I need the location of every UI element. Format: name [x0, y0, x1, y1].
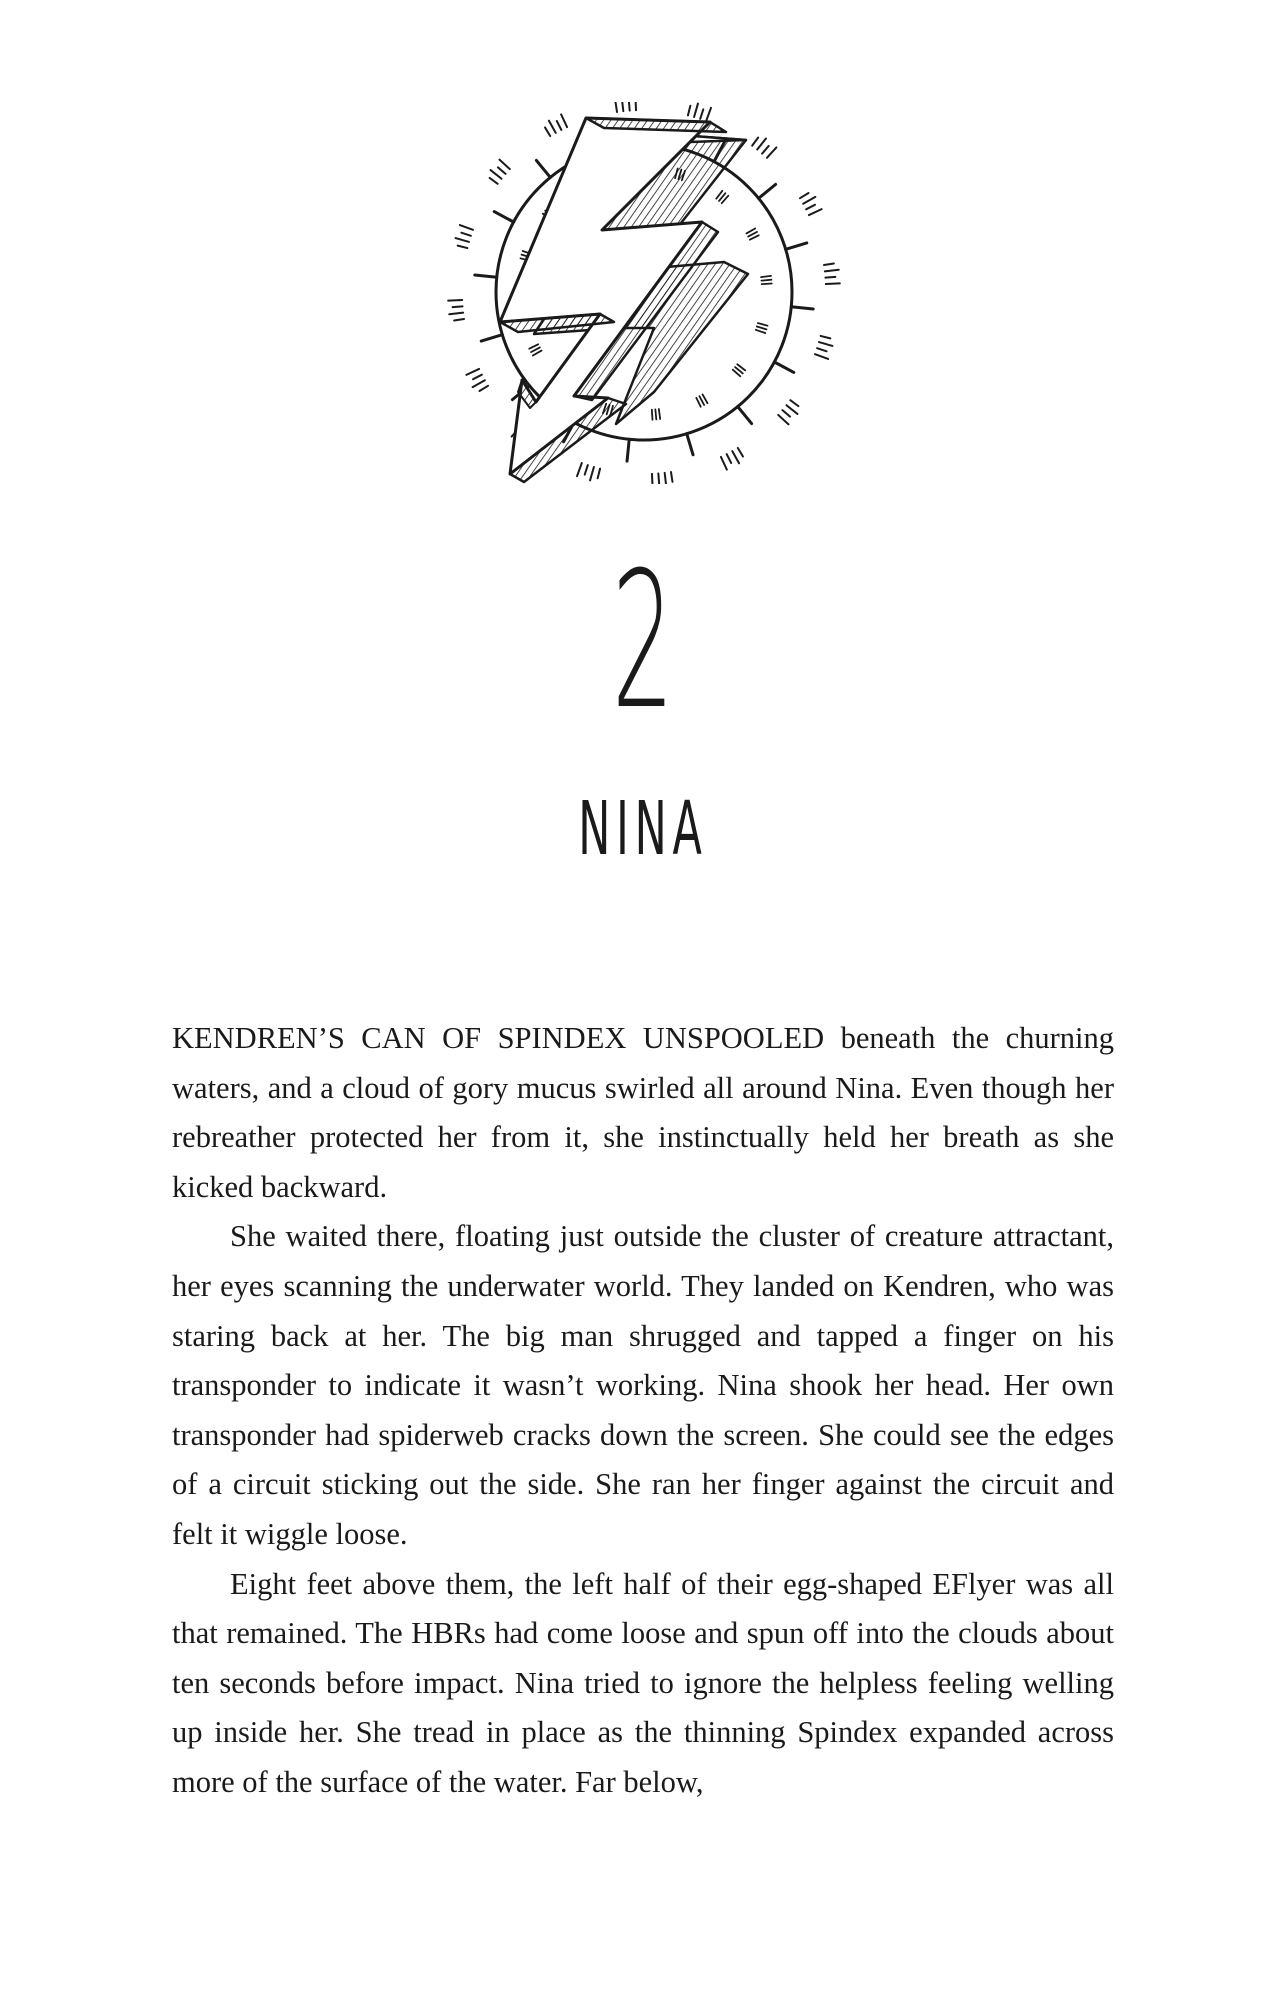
chapter-title: NINA: [578, 786, 708, 872]
chapter-number: 2: [611, 532, 675, 751]
body-text: [172, 1014, 1114, 1808]
paragraph-1: KENDREN’S CAN OF SPINDEX UNSPOOLED beneath the churning waters, and a cloud of gory mucus swirled all around Nina. Even though her rebreather protected her from it, she instinctually held her breath as she kicked backward.: [172, 1021, 1114, 1204]
paragraph-3: Eight feet above them, the left half of their egg-shaped EFlyer was all that remained. The HBRs had come loose and spun off into the clouds about ten seconds before impact. Nina tried to ignore the helpless feeling welling up inside her. She tread in place as the thinning Spindex expanded across more of the surface of the water. Far below,: [172, 1566, 1114, 1799]
paragraph-2: She waited there, floating just outside the cluster of creature attractant, her eyes scanning the underwater world. They landed on Kendren, who was staring back at her. The big man shrugged and tapped a finger on his transponder to indicate it wasn’t working. Nina shook her head. Her own transponder had spiderweb cracks down the screen. She could see the edges of a circuit sticking out the side. She ran her finger against the circuit and felt it wiggle loose.: [172, 1219, 1114, 1551]
lightning-bolt-sun-emblem-icon: [418, 102, 870, 484]
